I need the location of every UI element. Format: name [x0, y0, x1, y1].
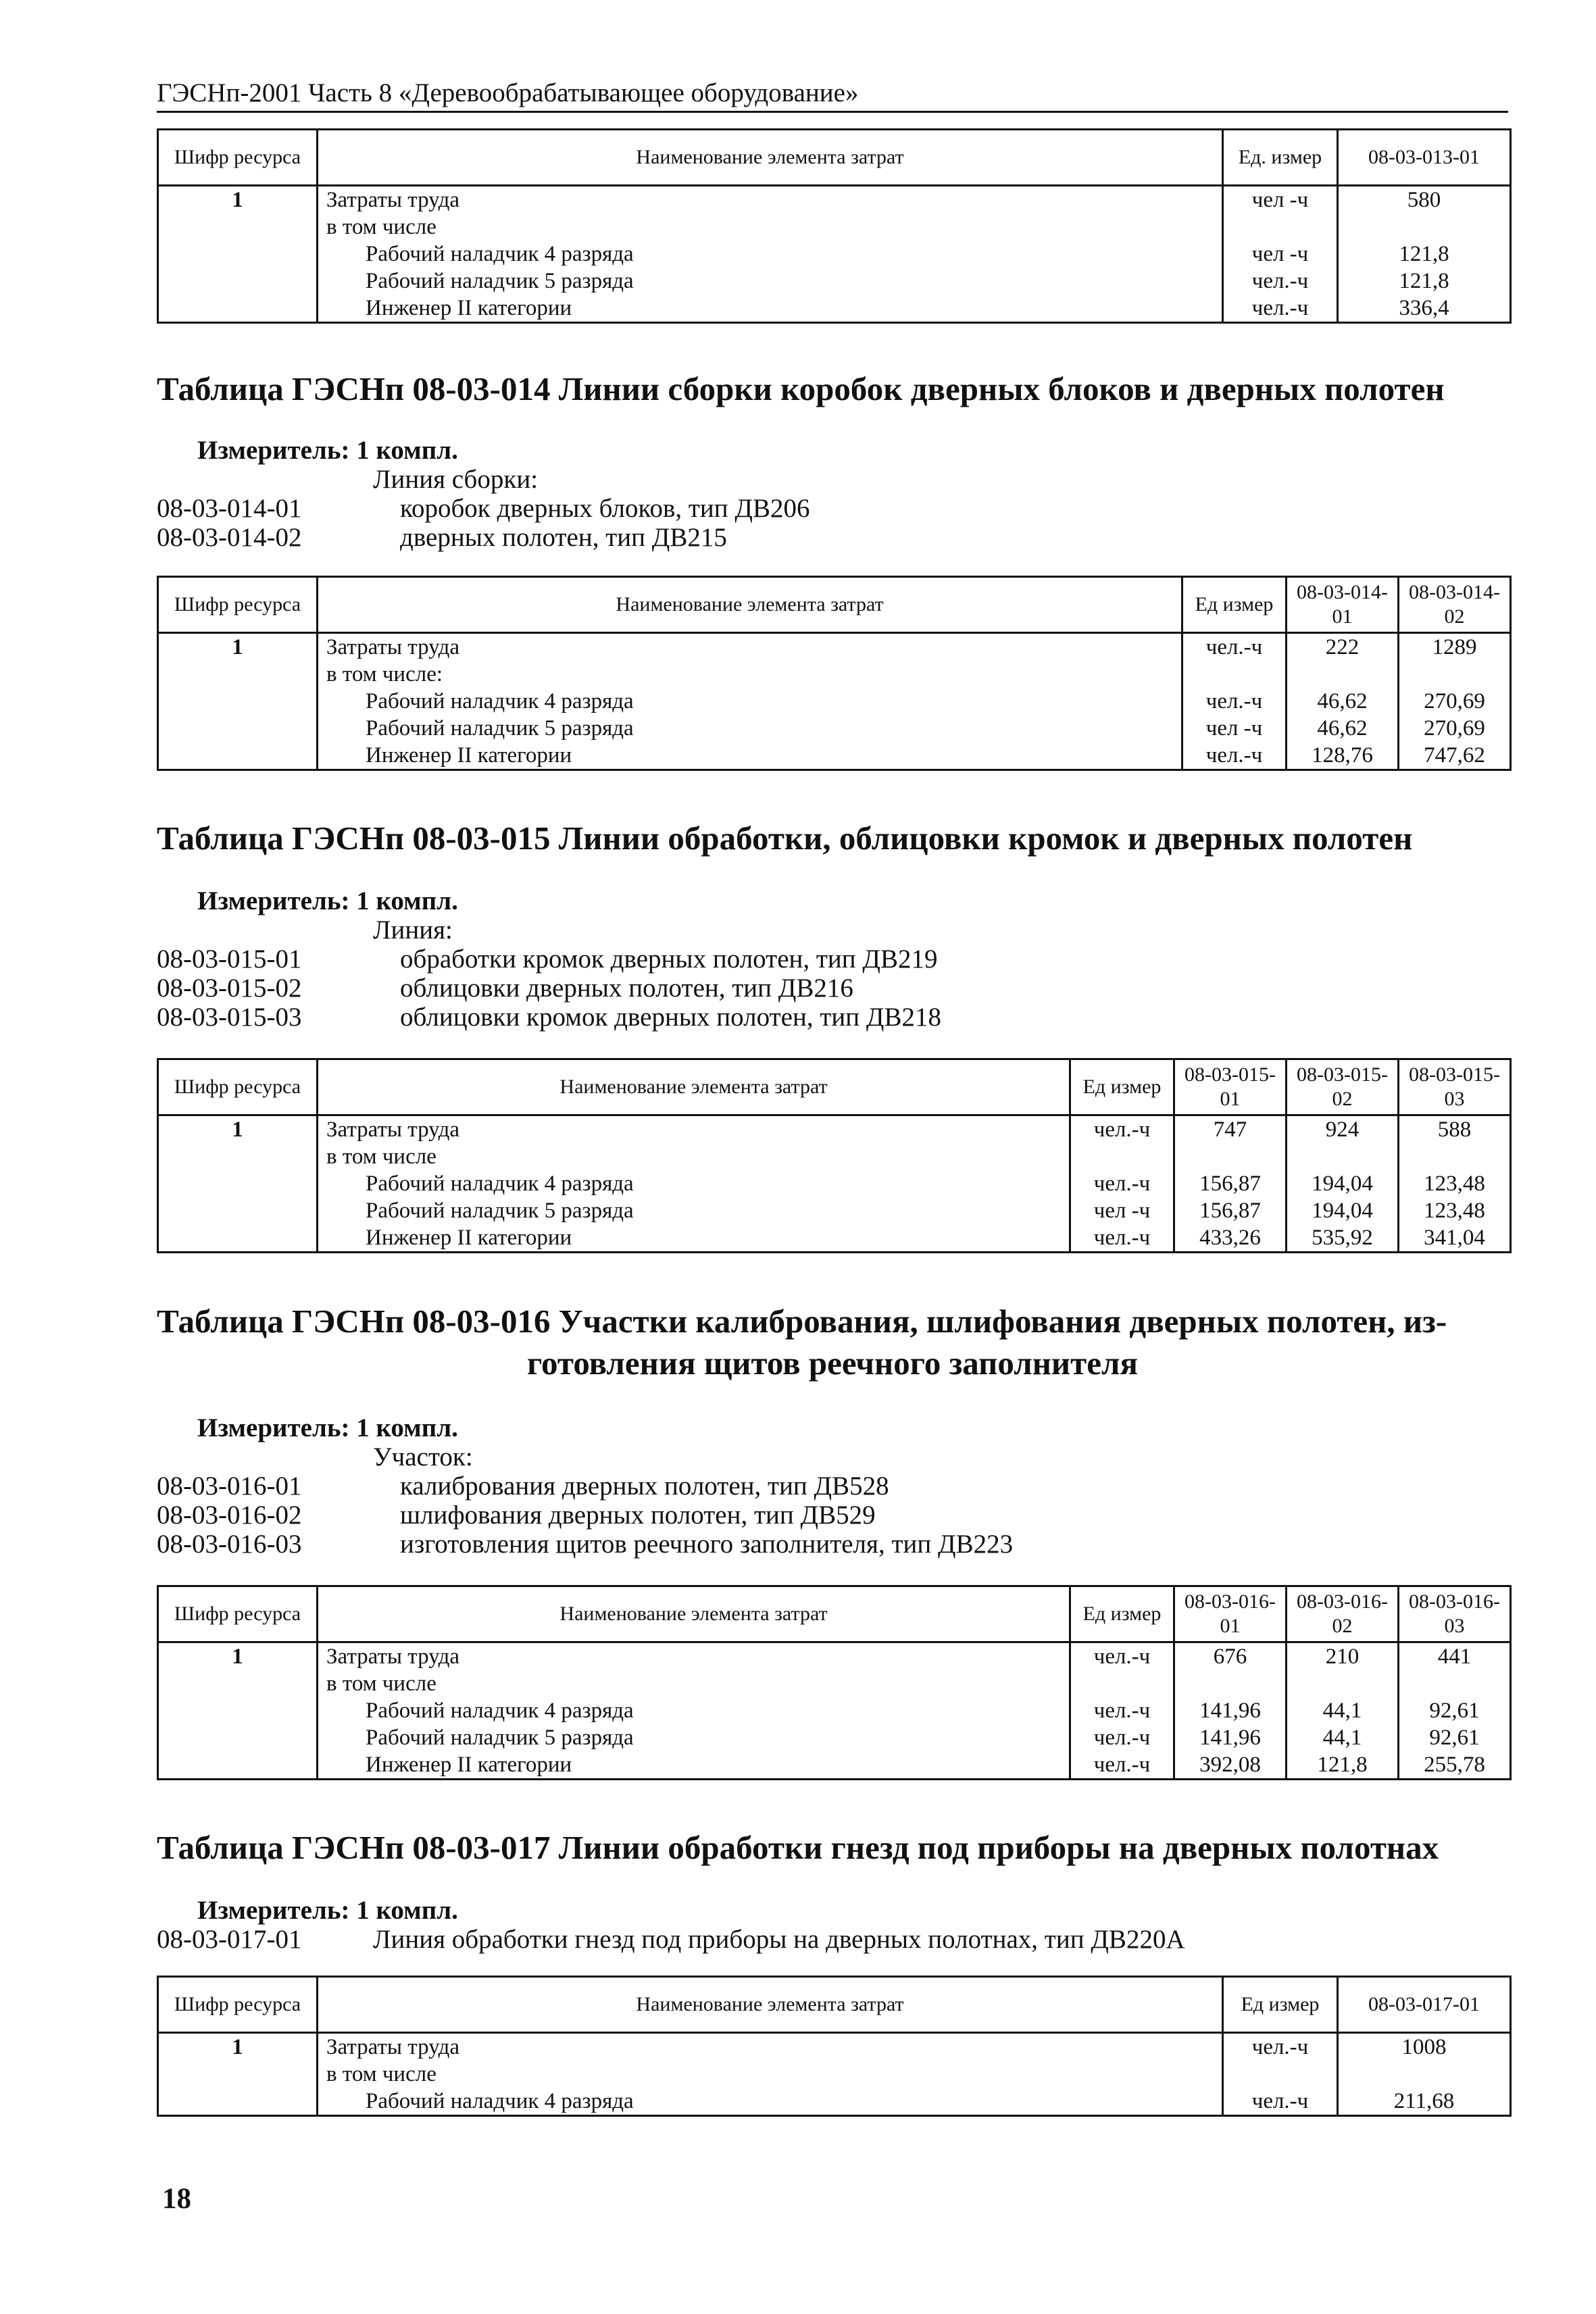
table-row: 1 Затраты труда чел.-ч 1008: [158, 2033, 1511, 2061]
table-row: 1 Затраты труда чел.-ч 222 1289: [158, 633, 1511, 661]
column-header-code: Шифр ресурса: [158, 1059, 318, 1115]
column-header-norm: 08-03-015-02: [1287, 1059, 1399, 1115]
column-header-name: Наименование элемента затрат: [318, 130, 1223, 186]
section-meta-014: [157, 436, 1508, 552]
running-head: ГЭСНп-2001 Часть 8 «Деревообрабатывающее оборудование»: [157, 76, 1508, 113]
table-row: Инженер II категории чел.-ч 433,26 535,92 341,04: [158, 1224, 1511, 1253]
table-08-03-015: [157, 1058, 1512, 1253]
items-heading: Участок:: [373, 1442, 473, 1472]
list-item: 08-03-016-02 шлифования дверных полотен, тип ДВ529: [157, 1501, 876, 1530]
column-header-unit: Ед измер: [1223, 1977, 1338, 2033]
column-header-unit: Ед измер: [1070, 1586, 1174, 1642]
section-meta-017: [157, 1896, 1508, 1954]
column-header-norm: 08-03-014-01: [1287, 577, 1399, 633]
list-item: 08-03-015-01 обработки кромок дверных полотен, тип ДВ219: [157, 945, 938, 974]
column-header-name: Наименование элемента затрат: [318, 577, 1182, 633]
column-header-unit: Ед измер: [1070, 1059, 1174, 1115]
column-header-unit: Ед. измер: [1223, 130, 1338, 186]
table-row: 1 Затраты труда чел -ч 580: [158, 186, 1511, 214]
unit-label: Измеритель:: [197, 1413, 350, 1442]
table-08-03-016: [157, 1585, 1512, 1780]
column-header-norm: 08-03-017-01: [1338, 1977, 1511, 2033]
column-header-norm: 08-03-014-02: [1399, 577, 1511, 633]
items-heading: Линия:: [373, 915, 453, 945]
list-item: 08-03-016-01 калибрования дверных полотен, тип ДВ528: [157, 1472, 889, 1501]
column-header-unit: Ед измер: [1182, 577, 1287, 633]
section-meta-015: [157, 886, 1508, 1032]
table-row: в том числе: [158, 1143, 1511, 1170]
list-item: 08-03-015-03 облицовки кромок дверных полотен, тип ДВ218: [157, 1003, 941, 1032]
column-header-code: Шифр ресурса: [158, 1586, 318, 1642]
items-heading: Линия сборки:: [373, 465, 539, 494]
table-row: Рабочий наладчик 4 разряда чел.-ч 156,87 194,04 123,48: [158, 1170, 1511, 1197]
table-row: Рабочий наладчик 4 разряда чел.-ч 141,96 44,1 92,61: [158, 1697, 1511, 1724]
table-row: Рабочий наладчик 5 разряда чел -ч 46,62 270,69: [158, 715, 1511, 742]
column-header-code: Шифр ресурса: [158, 130, 318, 186]
table-row: Инженер II категории чел.-ч 128,76 747,62: [158, 742, 1511, 770]
column-header-norm: 08-03-016-02: [1287, 1586, 1399, 1642]
list-item: 08-03-014-01 коробок дверных блоков, тип ДВ206: [157, 494, 810, 523]
table-row: Рабочий наладчик 4 разряда чел.-ч 46,62 270,69: [158, 688, 1511, 715]
table-08-03-014: [157, 576, 1512, 771]
table-row: в том числе: [158, 2061, 1511, 2088]
list-item: 08-03-016-03 изготовления щитов реечного заполнителя, тип ДВ223: [157, 1530, 1014, 1559]
table-row: Инженер II категории чел.-ч 392,08 121,8 255,78: [158, 1751, 1511, 1780]
column-header-name: Наименование элемента затрат: [318, 1586, 1070, 1642]
column-header-norm: 08-03-015-01: [1174, 1059, 1287, 1115]
section-title-014: Таблица ГЭСНп 08-03-014 Линии сборки коробок дверных блоков и дверных полотен: [157, 370, 1445, 407]
table-row: Рабочий наладчик 4 разряда чел.-ч 211,68: [158, 2088, 1511, 2116]
section-meta-016: [157, 1413, 1508, 1559]
unit-label: Измеритель:: [197, 886, 350, 915]
column-header-norm: 08-03-015-03: [1399, 1059, 1511, 1115]
table-row: 1 Затраты труда чел.-ч 747 924 588: [158, 1115, 1511, 1144]
column-header-code: Шифр ресурса: [158, 577, 318, 633]
page-number: 18: [162, 2183, 191, 2215]
table-row: в том числе:: [158, 661, 1511, 688]
unit-value: 1 компл.: [356, 1896, 458, 1925]
table-row: Рабочий наладчик 4 разряда чел -ч 121,8: [158, 241, 1511, 268]
column-header-norm: 08-03-016-01: [1174, 1586, 1287, 1642]
table-row: 1 Затраты труда чел.-ч 676 210 441: [158, 1642, 1511, 1671]
table-row: Рабочий наладчик 5 разряда чел.-ч 141,96 44,1 92,61: [158, 1724, 1511, 1751]
unit-value: 1 компл.: [356, 886, 458, 915]
section-title-017: Таблица ГЭСНп 08-03-017 Линии обработки гнезд под приборы на дверных полотнах: [157, 1829, 1439, 1866]
table-row: Рабочий наладчик 5 разряда чел -ч 156,87 194,04 123,48: [158, 1197, 1511, 1224]
column-header-norm: 08-03-016-03: [1399, 1586, 1511, 1642]
list-item: 08-03-014-02 дверных полотен, тип ДВ215: [157, 523, 727, 552]
column-header-name: Наименование элемента затрат: [318, 1977, 1223, 2033]
unit-value: 1 компл.: [356, 436, 458, 465]
unit-label: Измеритель:: [197, 1896, 350, 1925]
section-title-016: Таблица ГЭСНп 08-03-016 Участки калибрования, шлифования дверных полотен, из- готовления щитов реечного заполнителя: [157, 1303, 1447, 1382]
unit-label: Измеритель:: [197, 436, 350, 465]
list-item: 08-03-015-02 облицовки дверных полотен, тип ДВ216: [157, 974, 853, 1003]
section-title-015: Таблица ГЭСНп 08-03-015 Линии обработки, облицовки кромок и дверных полотен: [157, 820, 1413, 857]
table-row: в том числе: [158, 1670, 1511, 1697]
table-08-03-013: [157, 128, 1512, 324]
unit-value: 1 компл.: [356, 1413, 458, 1442]
table-row: Инженер II категории чел.-ч 336,4: [158, 295, 1511, 323]
table-row: в том числе: [158, 213, 1511, 241]
column-header-name: Наименование элемента затрат: [318, 1059, 1070, 1115]
column-header-code: Шифр ресурса: [158, 1977, 318, 2033]
column-header-norm: 08-03-013-01: [1338, 130, 1511, 186]
table-row: Рабочий наладчик 5 разряда чел.-ч 121,8: [158, 268, 1511, 295]
list-item: 08-03-017-01 Линия обработки гнезд под приборы на дверных полотнах, тип ДВ220А: [157, 1925, 1185, 1954]
table-08-03-017: [157, 1976, 1512, 2117]
